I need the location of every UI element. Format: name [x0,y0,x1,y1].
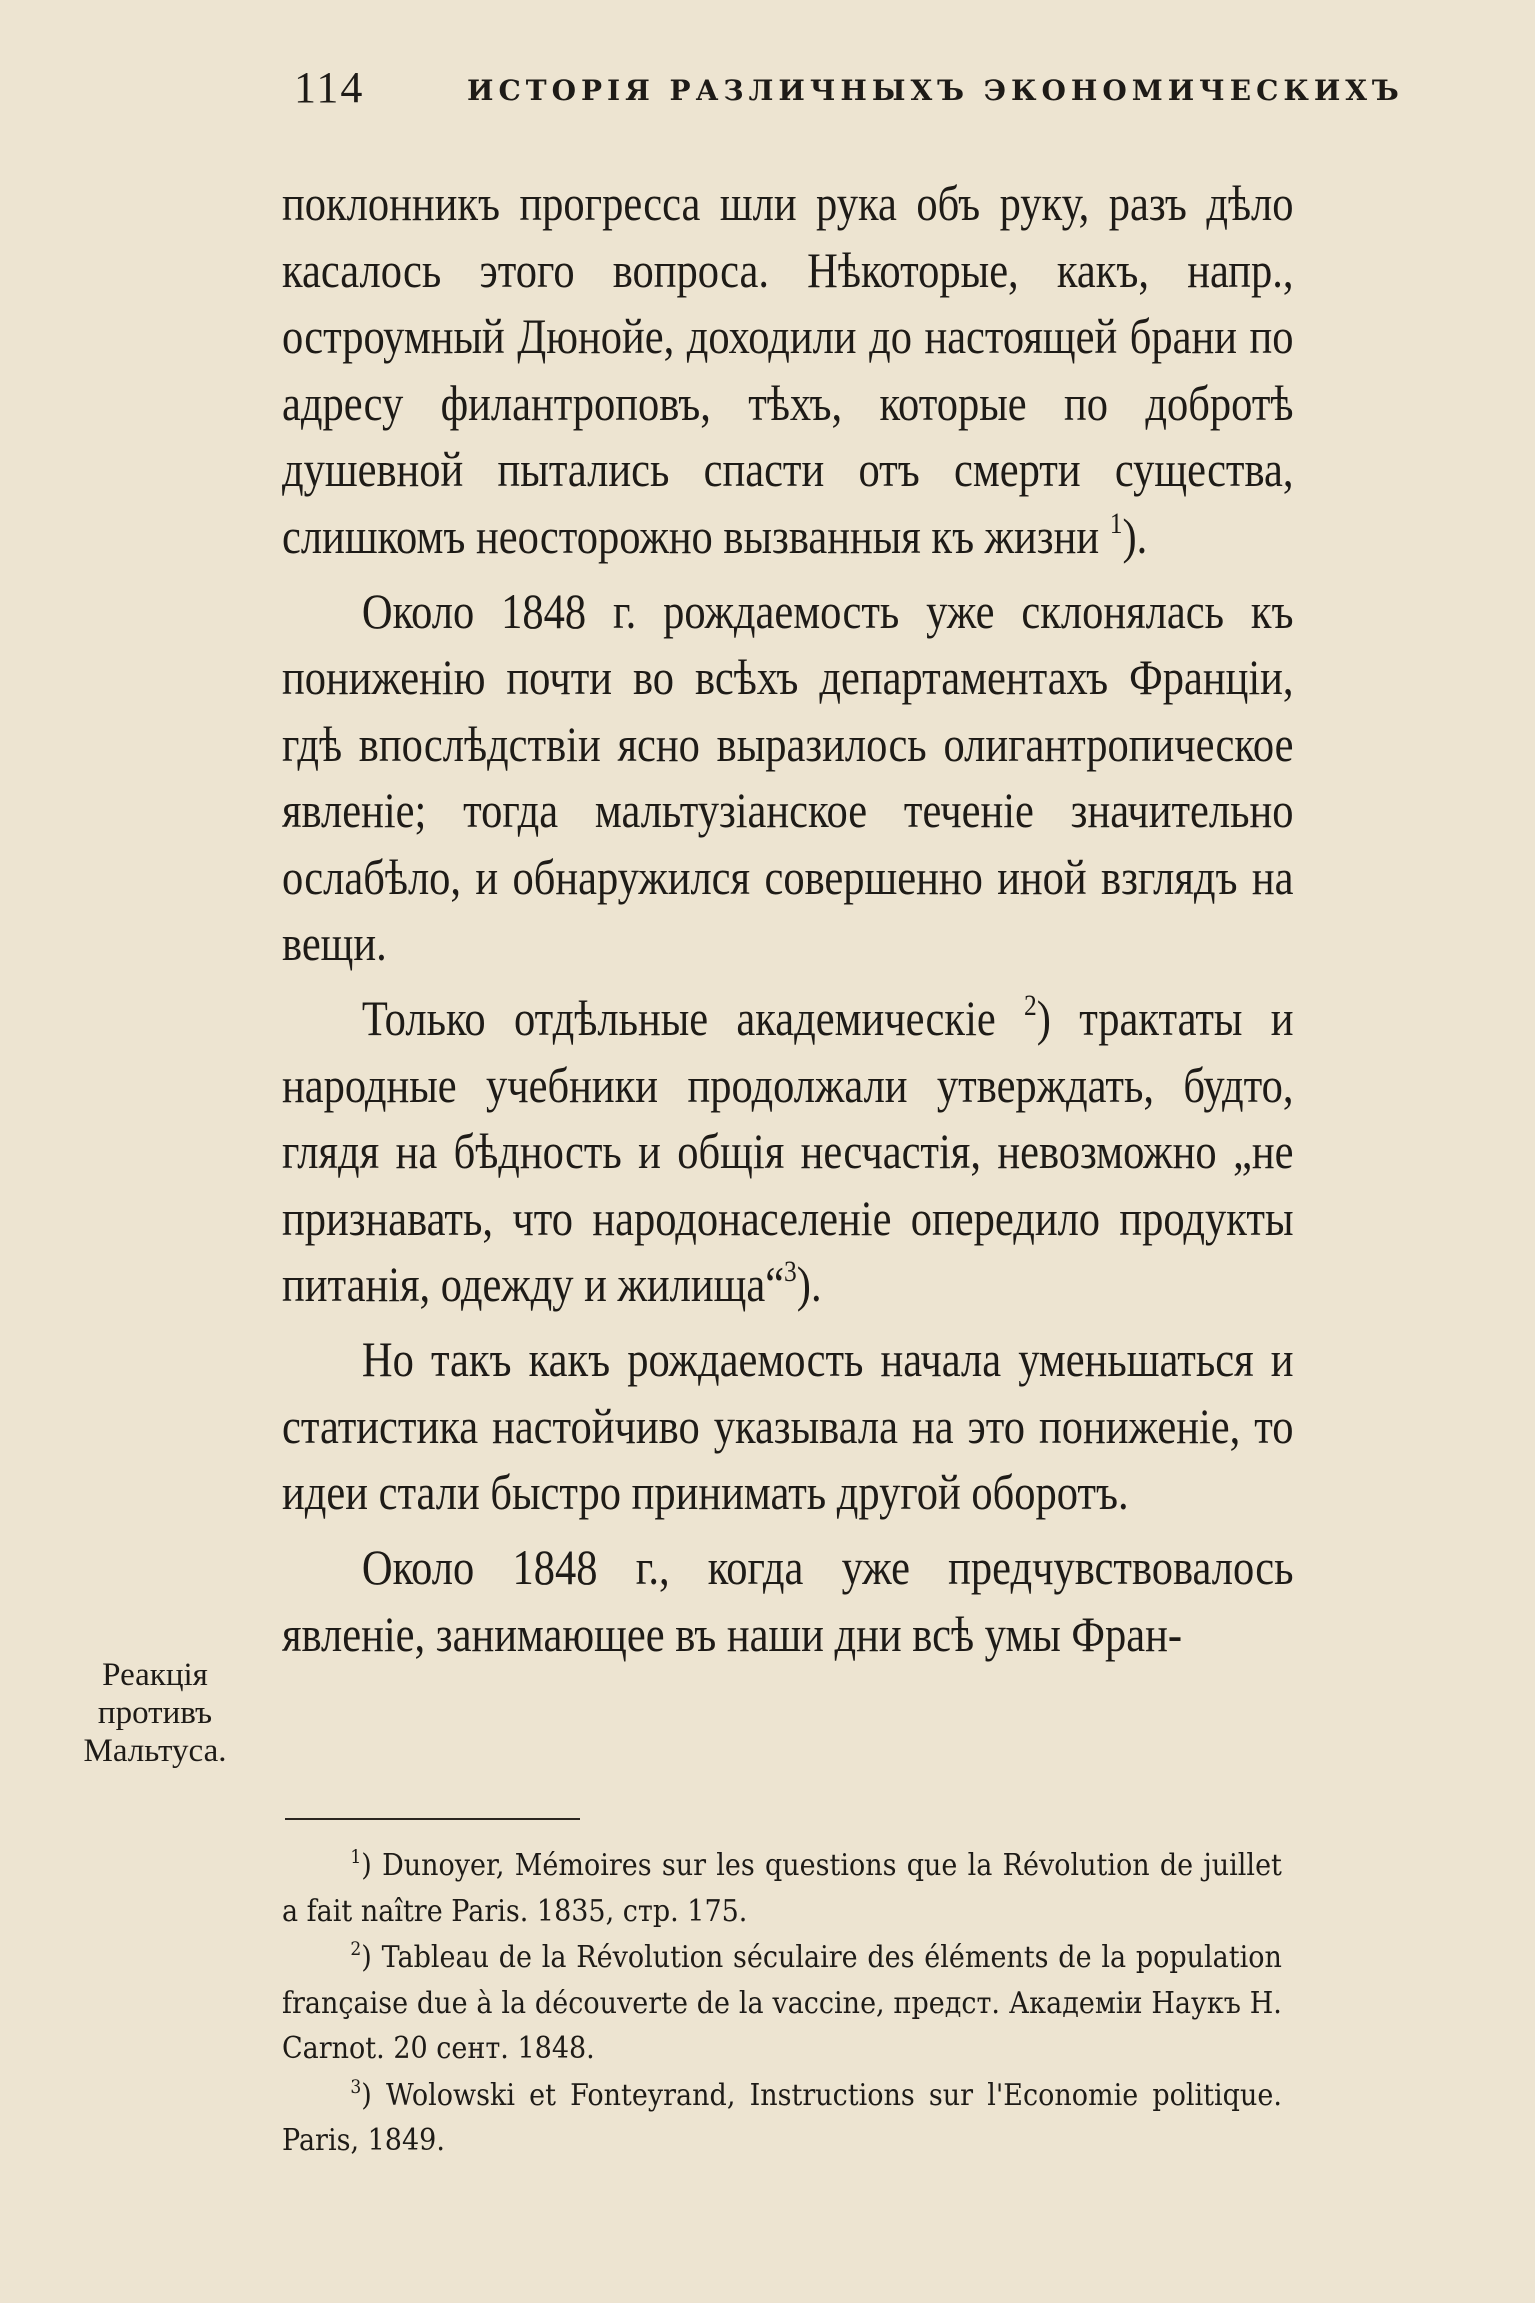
paragraph [282,1534,1294,1667]
paragraph [282,985,1294,1318]
paragraph-text: ) трактаты и народные учебники продолжали утверждать, будто, глядя на бѣдность и общія несчастія, невозможно „не признавать, что народонаселеніе опередило продукты питанія, одежду и жилища“ [282,990,1294,1312]
running-title: ИСТОРІЯ РАЗЛИЧНЫХЪ ЭКОНОМИЧЕСКИХЪ [467,74,1404,107]
margin-note [60,1656,250,1770]
paragraph [282,1326,1294,1526]
footnote-ref: 1 [1109,506,1123,540]
footnote-text: ) Tableau de la Révolution séculaire des éléments de la population française due à la découverte de la vaccine, предст. Академіи Наукъ H. Carnot. 20 сент. 1848. [282,1940,1282,2066]
footnote-mark: 3 [350,2075,362,2098]
paragraph-text: Около 1848 г., когда уже предчувствовалось явленіе, занимающее въ наши дни всѣ умы Фран- [282,1539,1294,1662]
footnote-ref: 3 [784,1255,797,1289]
paragraph [282,578,1294,977]
footnotes [282,1843,1282,2165]
paragraph-text: Только отдѣльные академическіе [361,990,1025,1046]
paragraph-continued [282,170,1294,569]
footnote-divider [285,1818,580,1820]
footnote [282,2073,1282,2164]
footnote [282,1843,1282,1934]
footnote [282,1935,1282,2072]
footnote-ref: 2 [1024,989,1037,1023]
footnote-text: ) Wolowski et Fonteyrand, Instructions sur l'Economie politique. Paris, 1849. [282,2077,1282,2158]
paragraph-text: ). [1122,507,1148,564]
paragraph-text: Около 1848 г. рождаемость уже склонялась къ пониженію почти во всѣхъ департаментахъ Франціи, гдѣ впослѣдствіи ясно выразилось олигантропическое явленіе; тогда мальтузіанское теченіе значительно ослабѣло, и обнаружился совершенно иной взглядъ на вещи. [282,582,1294,971]
footnote-text: ) Dunoyer, Mémoires sur les questions que la Révolution de juillet a fait naître Paris. 1835, стр. 175. [282,1848,1282,1929]
paragraph-text: ). [796,1256,822,1312]
paragraph-text: поклонникъ прогресса шли рука объ руку, разъ дѣло касалось этого вопроса. Нѣкоторые, какъ, напр., остроумный Дюнойе, доходили до настоящей брани по адресу филантроповъ, тѣхъ, которые по добротѣ душевной пытались спасти отъ смерти существа, слишкомъ неосторожно вызванныя къ жизни [282,175,1294,564]
paragraph-text: Но такъ какъ рождаемость начала уменьшаться и статистика настойчиво указывала на это пониженіе, то идеи стали быстро принимать другой оборотъ. [282,1331,1294,1520]
margin-note-line: Мальтуса. [83,1733,227,1769]
footnote-mark: 2 [350,1938,362,1960]
margin-note-line: противъ [97,1695,213,1731]
page-header [282,62,1404,122]
page-number: 114 [294,63,365,112]
main-text [282,170,1294,1667]
footnote-mark: 1 [350,1846,362,1868]
margin-note-line: Реакція [102,1657,208,1693]
